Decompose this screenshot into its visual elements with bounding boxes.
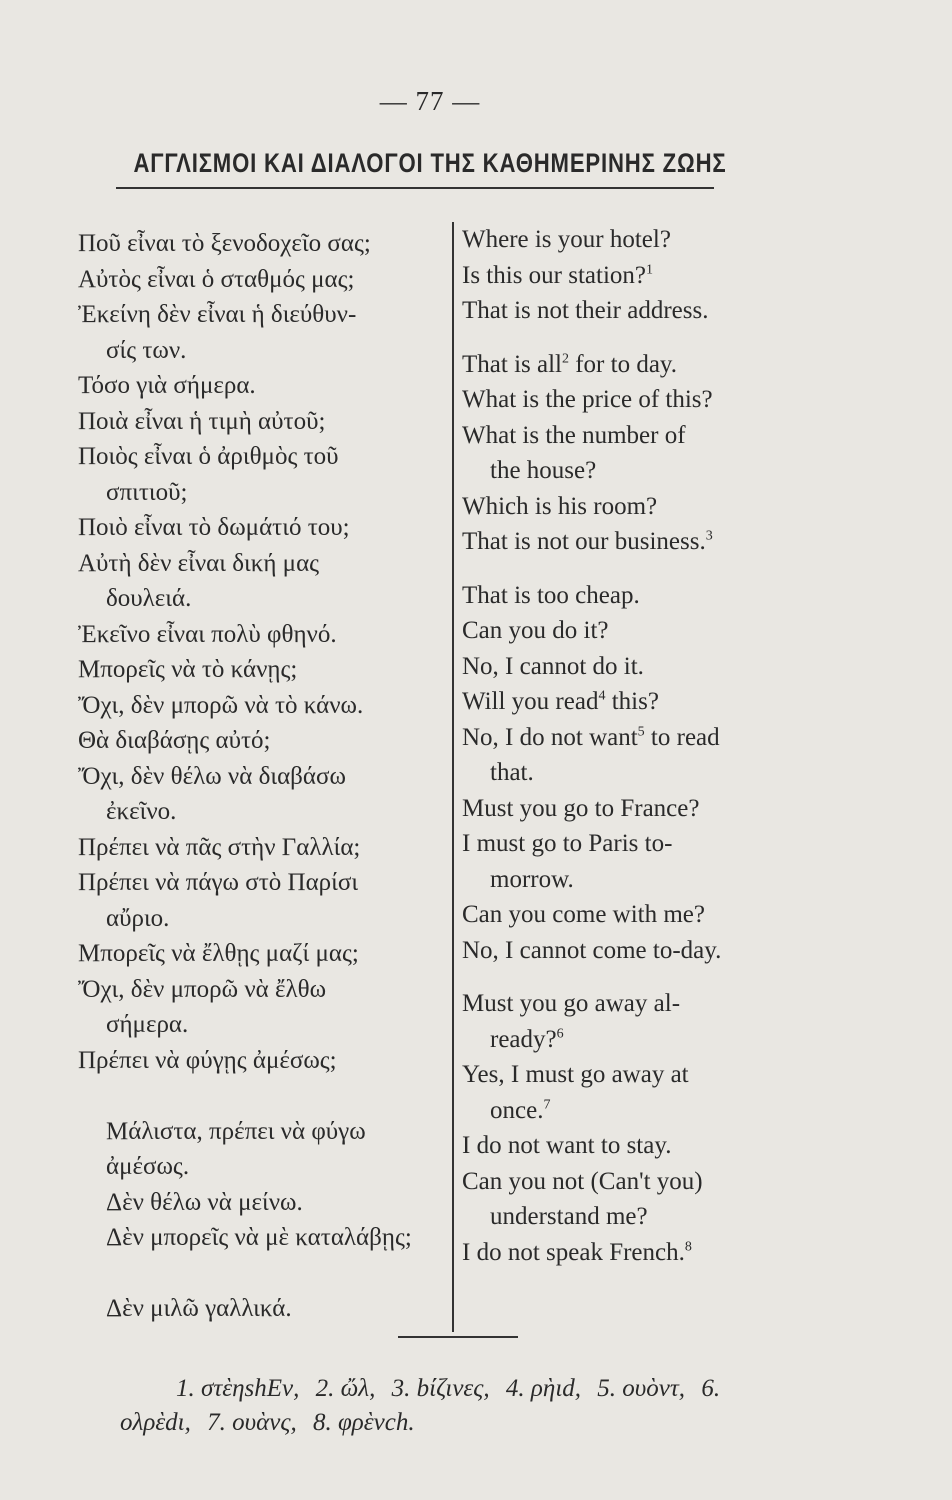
greek-line: Μπορεῖς νὰ ἔλθῃς μαζί μας; (78, 940, 359, 967)
english-line: Must you go to France? (462, 794, 700, 822)
footnote-line (120, 1372, 810, 1406)
footnote: 1. στὲηshEν, (176, 1375, 300, 1402)
english-line: Yes, I must go away at (462, 1061, 689, 1088)
english-line: No, I cannot come to-day. (462, 936, 722, 964)
greek-line: Πρέπει νὰ πάγω στὸ Παρίσι (78, 869, 359, 896)
english-line: Must you go away al- (462, 990, 681, 1017)
note-mark: 4 (598, 688, 606, 704)
english-line: Where is your hotel? (462, 226, 671, 253)
title-underline (116, 187, 714, 189)
greek-line: Ποῦ εἶναι τὸ ξενοδοχεῖο σας; (78, 230, 371, 257)
greek-line: Μάλιστα, πρέπει νὰ φύγω (106, 1117, 366, 1145)
english-line: I do not want to stay. (462, 1132, 672, 1159)
footnote: 4. ρὴιd, (505, 1375, 582, 1402)
spacer (78, 1078, 450, 1114)
footnote-rule (398, 1336, 518, 1338)
english-line (462, 1022, 792, 1058)
greek-line: Μπορεῖς νὰ τὸ κάνῃς; (78, 656, 298, 683)
note-mark: 2 (561, 351, 569, 367)
english-line (462, 347, 792, 383)
footnote: 5. ουὸντ, (597, 1375, 686, 1402)
greek-line: ἐκεῖνο. (106, 798, 177, 825)
english-line: That is too cheap. (462, 581, 640, 609)
note-mark: 7 (543, 1097, 551, 1113)
english-line (462, 1235, 792, 1271)
page-title: ΑΓΓΛΙΣΜΟΙ ΚΑΙ ΔΙΑΛΟΓΟΙ ΤΗΣ ΚΑΘΗΜΕΡΙΝΗΣ ΖΩΗΣ (133, 148, 727, 178)
note-mark: 5 (637, 724, 645, 740)
greek-line: Τόσο γιὰ σήμερα. (78, 372, 256, 399)
greek-line: Δὲν μπορεῖς νὰ μὲ καταλάβῃς; (106, 1224, 412, 1251)
greek-line: Δὲν θέλω νὰ μείνω. (106, 1188, 303, 1216)
english-line: Can you do it? (462, 617, 609, 644)
greek-line: δουλειά. (106, 585, 192, 612)
english-line (462, 720, 792, 756)
spacer (462, 329, 792, 347)
english-column (462, 222, 792, 1270)
greek-column (78, 226, 450, 1327)
english-text: once. (490, 1096, 544, 1124)
english-text: ready? (490, 1025, 557, 1053)
greek-line: Ὄχι, δὲν μπορῶ νὰ ἔλθω (78, 975, 327, 1003)
greek-line: σήμερα. (106, 1011, 189, 1038)
english-line: the house? (490, 457, 597, 484)
footnote: 7. ουὰνς, (207, 1409, 297, 1436)
english-line (462, 1093, 792, 1129)
english-text: Is this our station? (462, 261, 647, 289)
spacer (462, 968, 792, 986)
spacer (78, 1256, 450, 1292)
greek-line: Ποιὸ εἶναι τὸ δωμάτιό του; (78, 514, 350, 541)
english-line: That is not their address. (462, 297, 709, 324)
english-line: morrow. (490, 865, 574, 893)
english-text: this? (611, 688, 659, 715)
english-text: for to day. (575, 350, 678, 378)
greek-line: ἀμέσως. (106, 1153, 190, 1180)
greek-line: αὔριο. (106, 904, 170, 932)
note-mark: 8 (684, 1239, 692, 1255)
greek-line: Αὐτὴ δὲν εἶναι δική μας (78, 549, 320, 577)
greek-line: Θὰ διαβάσῃς αὐτό; (78, 727, 271, 754)
greek-line: Ὄχι, δὲν θέλω νὰ διαβάσω (78, 762, 346, 790)
footnote: 2. ὤλ, (315, 1375, 376, 1402)
greek-line: Ὄχι, δὲν μπορῶ νὰ τὸ κάνω. (78, 691, 364, 719)
english-text: What is the number of (462, 421, 686, 449)
english-line: Which is his room? (462, 492, 658, 520)
footnote: 6. (701, 1375, 721, 1402)
column-divider (452, 222, 454, 1332)
greek-line: Πρέπει νὰ πᾶς στὴν Γαλλία; (78, 833, 361, 861)
english-text: No, I do not want (462, 723, 638, 751)
greek-line: Αὐτὸς εἶναι ὁ σταθμός μας; (78, 265, 355, 293)
note-mark: 6 (556, 1026, 564, 1042)
english-line: No, I cannot do it. (462, 652, 644, 680)
footnote-line (120, 1406, 810, 1440)
greek-line: Ποιὰ εἶναι ἡ τιμὴ αὐτοῦ; (78, 407, 326, 435)
page-number: — 77 — (379, 86, 481, 116)
english-line (462, 684, 792, 720)
english-line: Can you come with me? (462, 901, 705, 928)
greek-line: Δὲν μιλῶ γαλλικά. (106, 1295, 292, 1322)
greek-line: σπιτιοῦ; (106, 478, 188, 506)
english-line (462, 418, 792, 454)
greek-line: Ἐκεῖνο εἶναι πολὺ φθηνό. (78, 620, 337, 648)
english-line: that. (490, 759, 534, 786)
english-line: I must go to Paris to- (462, 830, 673, 857)
greek-line: σίς των. (106, 336, 187, 364)
english-line (462, 258, 792, 294)
note-mark: 1 (646, 262, 654, 278)
english-text: Will you read (462, 688, 599, 715)
footnote: 3. bίζινες, (391, 1375, 490, 1402)
greek-line: Πρέπει νὰ φύγῃς ἀμέσως; (78, 1046, 337, 1074)
note-mark: 3 (705, 528, 713, 544)
english-line (462, 524, 792, 560)
english-line: Can you not (Can't you) (462, 1167, 703, 1195)
english-text: to read (650, 723, 720, 751)
spacer (462, 560, 792, 578)
english-text: I do not speak French. (462, 1238, 685, 1266)
english-line: understand me? (490, 1203, 648, 1230)
greek-line: Ἐκείνη δὲν εἶναι ἡ διεύθυν- (78, 301, 357, 328)
greek-line: Ποιὸς εἶναι ὁ ἀριθμὸς τοῦ (78, 443, 339, 470)
english-text: That is not our business. (462, 528, 706, 555)
footnote: ολρὲdι, (120, 1409, 191, 1436)
footnotes (120, 1372, 810, 1440)
english-text: That is all (462, 350, 562, 378)
footnote: 8. φρὲνch. (312, 1409, 415, 1436)
english-line: What is the price of this? (462, 386, 713, 413)
